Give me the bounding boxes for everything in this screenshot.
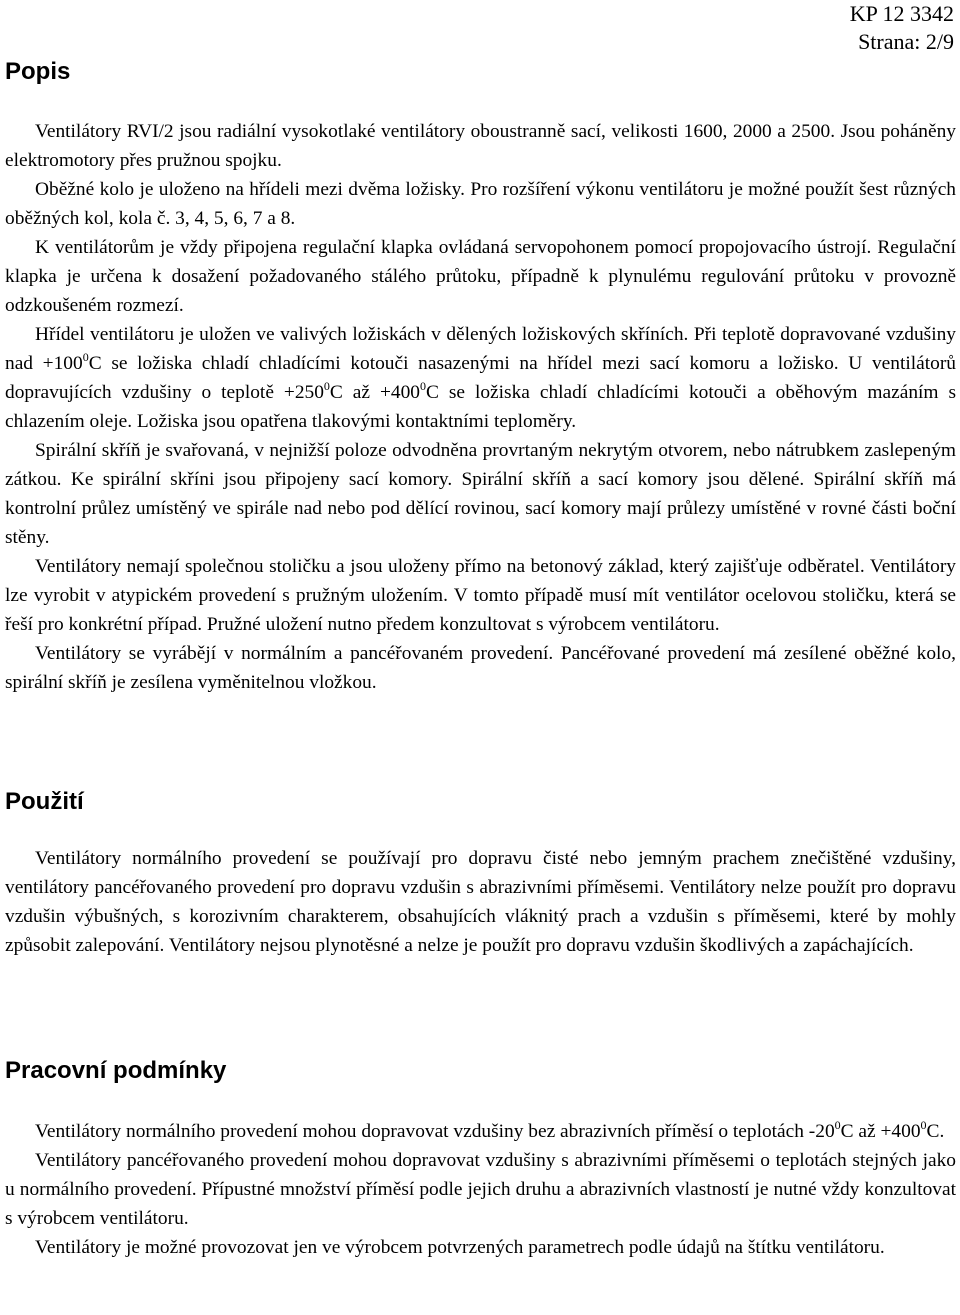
paragraph: Ventilátory je možné provozovat jen ve výrobcem potvrzených parametrech podle údajů na štítku ventilátoru. bbox=[35, 1237, 885, 1258]
section-podminky-body bbox=[5, 1117, 956, 1262]
section-popis-body bbox=[5, 117, 956, 697]
paragraph: Ventilátory nemají společnou stoličku a jsou uloženy přímo na betonový základ, který zajišťuje odběratel. Ventilátory lze vyrobit v atypickém provedení s pružným uložením. V tomto případě musí mít ventilátor ocelovou stoličku, která se řeší pro konkrétní případ. Pružné uložení nutno předem konzultovat s výrobcem ventilátoru. bbox=[5, 556, 956, 635]
paragraph: Oběžné kolo je uloženo na hřídeli mezi dvěma ložisky. Pro rozšíření výkonu ventilátoru je možné použít šest různých oběžných kol, kola č. 3, 4, 5, 6, 7 a 8. bbox=[5, 179, 956, 229]
page-number: Strana: 2/9 bbox=[858, 29, 954, 54]
paragraph: Ventilátory RVI/2 jsou radiální vysokotlaké ventilátory oboustranně sací, velikosti 1600, 2000 a 2500. Jsou poháněny elektromotory přes pružnou spojku. bbox=[5, 121, 956, 171]
section-pouziti-body bbox=[5, 844, 956, 960]
paragraph: Ventilátory se vyrábějí v normálním a pancéřovaném provedení. Pancéřované provedení má zesílené oběžné kolo, spirální skříň je zesílena vyměnitelnou vložkou. bbox=[5, 643, 956, 693]
document-code: KP 12 3342 bbox=[849, 1, 954, 26]
section-heading-pouziti: Použití bbox=[5, 788, 84, 815]
section-heading-popis: Popis bbox=[5, 58, 71, 85]
paragraph: Hřídel ventilátoru je uložen ve valivých ložiskách v dělených ložiskových skříních. Při teplotě dopravované vzdušiny nad $+100^0C$ se ložiska chladí chladícími kotouči nasazenými na hřídel mezi sací komoru a ložisko. U ventilátorů dopravujících vzdušiny o teplotě $+250^0C$ až $+400^0C$ se ložiska chladí chladícími kotouči a oběhovým mazáním s chlazením oleje. Ložiska jsou opatřena tlakovými kontaktními teploměry. bbox=[5, 324, 956, 432]
page-header bbox=[850, 0, 954, 56]
paragraph: Ventilátory normálního provedení mohou dopravovat vzdušiny bez abrazivních příměsí o teplotách $-20^0C$ až $+400^0C$. bbox=[35, 1118, 945, 1142]
paragraph: Ventilátory pancéřovaného provedení mohou dopravovat vzdušiny s abrazivními příměsemi o teplotách stejných jako u normálního provedení. Přípustné množství příměsí podle jejich druhu a abrazivních vlastností je nutné vždy konzultovat s výrobcem ventilátoru. bbox=[5, 1150, 956, 1229]
paragraph: Spirální skříň je svařovaná, v nejnižší poloze odvodněna provrtaným nekrytým otvorem, nebo nátrubkem zaslepeným zátkou. Ke spirální skříni jsou připojeny sací komory. Spirální skříň a sací komory jsou dělené. Spirální skříň má kontrolní průlez umístěný ve spirále nad nebo pod dělící rovinou, sací komory mají průlezy umístěné v rovné části boční stěny. bbox=[5, 440, 956, 548]
paragraph: K ventilátorům je vždy připojena regulační klapka ovládaná servopohonem pomocí propojovacího ústrojí. Regulační klapka je určena k dosažení požadovaného stálého průtoku, případně k plynulému regulování průtoku v provozně odzkoušeném rozmezí. bbox=[5, 237, 956, 316]
section-heading-pracovni-podminky: Pracovní podmínky bbox=[5, 1057, 227, 1084]
paragraph: Ventilátory normálního provedení se používají pro dopravu čisté nebo jemným prachem znečištěné vzdušiny, ventilátory pancéřovaného provedení pro dopravu vzdušin s abrazivními příměsemi. Ventilátory nelze použít pro dopravu vzdušin výbušných, s korozivním charakterem, obsahujících vláknitý prach a vzdušin s příměsemi, které by mohly způsobit zalepování. Ventilátory nejsou plynotěsné a nelze je použít pro dopravu vzdušin škodlivých a zapáchajících. bbox=[5, 848, 956, 956]
